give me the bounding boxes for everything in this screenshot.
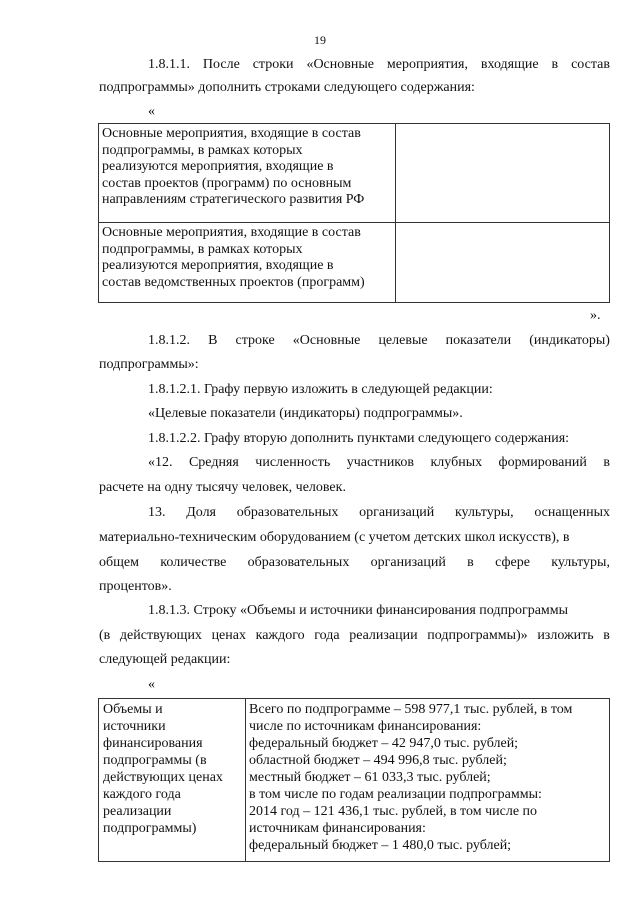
word: в	[603, 455, 610, 470]
table-cell	[99, 124, 396, 223]
table-cell-empty	[396, 124, 610, 223]
cell-line: направлениям стратегического развития РФ	[102, 192, 365, 207]
word: культуры,	[454, 505, 514, 520]
word: Доля	[186, 505, 216, 520]
paragraph-7-line-2: материально-техническим оборудованием (с учетом детских школ искусств), в	[99, 530, 570, 545]
paragraph-2-line-2: подпрограммы»:	[99, 357, 199, 372]
cell-line: состав ведомственных проектов (программ)	[102, 274, 365, 290]
word: действующих	[119, 628, 202, 643]
word: (в	[99, 628, 111, 643]
word: входящие	[480, 57, 539, 72]
table-cell	[99, 223, 396, 303]
cell-line: в том числе по годам реализации подпрограммы:	[249, 787, 542, 802]
word: в	[551, 57, 559, 72]
table-cell-label	[99, 699, 246, 862]
word: 1.8.1.1.	[148, 57, 190, 72]
financing-table	[98, 698, 610, 862]
cell-line: реализуются мероприятия, входящие в	[102, 159, 334, 174]
word: реализации	[349, 628, 418, 643]
word: года	[314, 628, 340, 643]
open-quote-1: «	[148, 104, 155, 119]
table-row	[99, 223, 610, 303]
table-row	[99, 699, 610, 862]
word: оснащенных	[534, 505, 610, 520]
close-quote-1: ».	[590, 308, 601, 323]
word: каждого	[255, 628, 305, 643]
insert-table-1	[98, 123, 610, 303]
table-row	[99, 124, 610, 223]
paragraph-3: 1.8.1.2.1. Графу первую изложить в следующей редакции:	[148, 382, 493, 397]
word: «Основные	[306, 57, 374, 72]
cell-line: подпрограммы (в	[103, 753, 207, 768]
paragraph-7-line-4: процентов».	[99, 579, 172, 594]
cell-line: действующих ценах	[103, 770, 223, 785]
table-cell-empty	[396, 223, 610, 303]
cell-line: областной бюджет – 494 996,8 тыс. рублей;	[249, 753, 507, 768]
word: В	[208, 333, 218, 348]
cell-line: источникам финансирования:	[249, 821, 426, 836]
paragraph-6-line-1	[148, 454, 610, 471]
word: После	[202, 57, 240, 72]
paragraph-1-line-2: подпрограммы» дополнить строками следующего содержания:	[99, 80, 475, 95]
word: клубных	[430, 455, 483, 470]
word: изложить	[537, 628, 594, 643]
word: строки	[252, 57, 294, 72]
word: в	[467, 555, 474, 570]
cell-line: федеральный бюджет – 42 947,0 тыс. рублей;	[249, 736, 519, 751]
word: численность	[255, 455, 331, 470]
word: показатели	[445, 333, 512, 348]
word: культуры,	[551, 555, 610, 570]
word: организаций	[359, 505, 435, 520]
word: «Основные	[292, 333, 361, 348]
word: 1.8.1.2.	[148, 333, 190, 348]
word: подпрограммы)»	[427, 628, 528, 643]
paragraph-7-line-3	[99, 554, 610, 571]
paragraph-5: 1.8.1.2.2. Графу вторую дополнить пунктами следующего содержания:	[148, 431, 570, 446]
word: количестве	[160, 555, 227, 570]
word: общем	[99, 555, 139, 570]
word: (индикаторы)	[529, 333, 610, 348]
paragraph-8-line-2	[99, 627, 610, 644]
cell-line: подпрограммы)	[103, 821, 197, 836]
cell-line: источники	[103, 719, 166, 734]
word: образовательных	[247, 555, 350, 570]
page-number: 19	[314, 33, 326, 47]
paragraph-8-line-1: 1.8.1.3. Строку «Объемы и источники финансирования подпрограммы	[148, 603, 569, 618]
word: состав	[571, 57, 610, 72]
word: организаций	[370, 555, 446, 570]
cell-line: числе по источникам финансирования:	[249, 719, 482, 734]
cell-line: 2014 год – 121 436,1 тыс. рублей, в том числе по	[249, 804, 538, 819]
paragraph-2-line-1	[148, 332, 610, 349]
cell-line: каждого года	[103, 787, 181, 802]
cell-line: местный бюджет – 61 033,3 тыс. рублей;	[249, 770, 491, 785]
word: «12.	[148, 455, 173, 470]
cell-line: финансирования	[103, 736, 203, 751]
paragraph-4: «Целевые показатели (индикаторы) подпрограммы».	[148, 406, 463, 421]
word: строке	[235, 333, 275, 348]
word: целевые	[378, 333, 428, 348]
cell-line: состав проектов (программ) по основным	[102, 175, 352, 191]
cell-line: Всего по подпрограмме – 598 977,1 тыс. рублей, в том	[249, 702, 573, 717]
cell-line: реализации	[103, 804, 172, 819]
word: ценах	[211, 628, 246, 643]
cell-line: подпрограммы, в рамках которых	[102, 142, 303, 158]
word: формирований	[498, 455, 587, 470]
open-quote-2: «	[148, 677, 155, 692]
paragraph-1-line-1	[148, 56, 610, 73]
paragraph-6-line-2: расчете на одну тысячу человек, человек.	[99, 480, 346, 495]
word: сфере	[495, 555, 530, 570]
cell-line: реализуются мероприятия, входящие в	[102, 258, 334, 273]
word: в	[603, 628, 610, 643]
word: мероприятия,	[386, 57, 468, 72]
cell-line: Основные мероприятия, входящие в состав	[102, 126, 361, 141]
paragraph-7-line-1	[148, 504, 610, 521]
word: 13.	[148, 505, 166, 520]
word: Средняя	[188, 455, 239, 470]
cell-line: Объемы и	[103, 702, 163, 717]
table-cell-value	[246, 699, 610, 862]
cell-line: подпрограммы, в рамках которых	[102, 241, 303, 257]
word: участников	[346, 455, 415, 470]
cell-line: федеральный бюджет – 1 480,0 тыс. рублей;	[249, 838, 512, 853]
paragraph-8-line-3: следующей редакции:	[99, 652, 231, 667]
word: образовательных	[236, 505, 339, 520]
cell-line: Основные мероприятия, входящие в состав	[102, 225, 361, 240]
